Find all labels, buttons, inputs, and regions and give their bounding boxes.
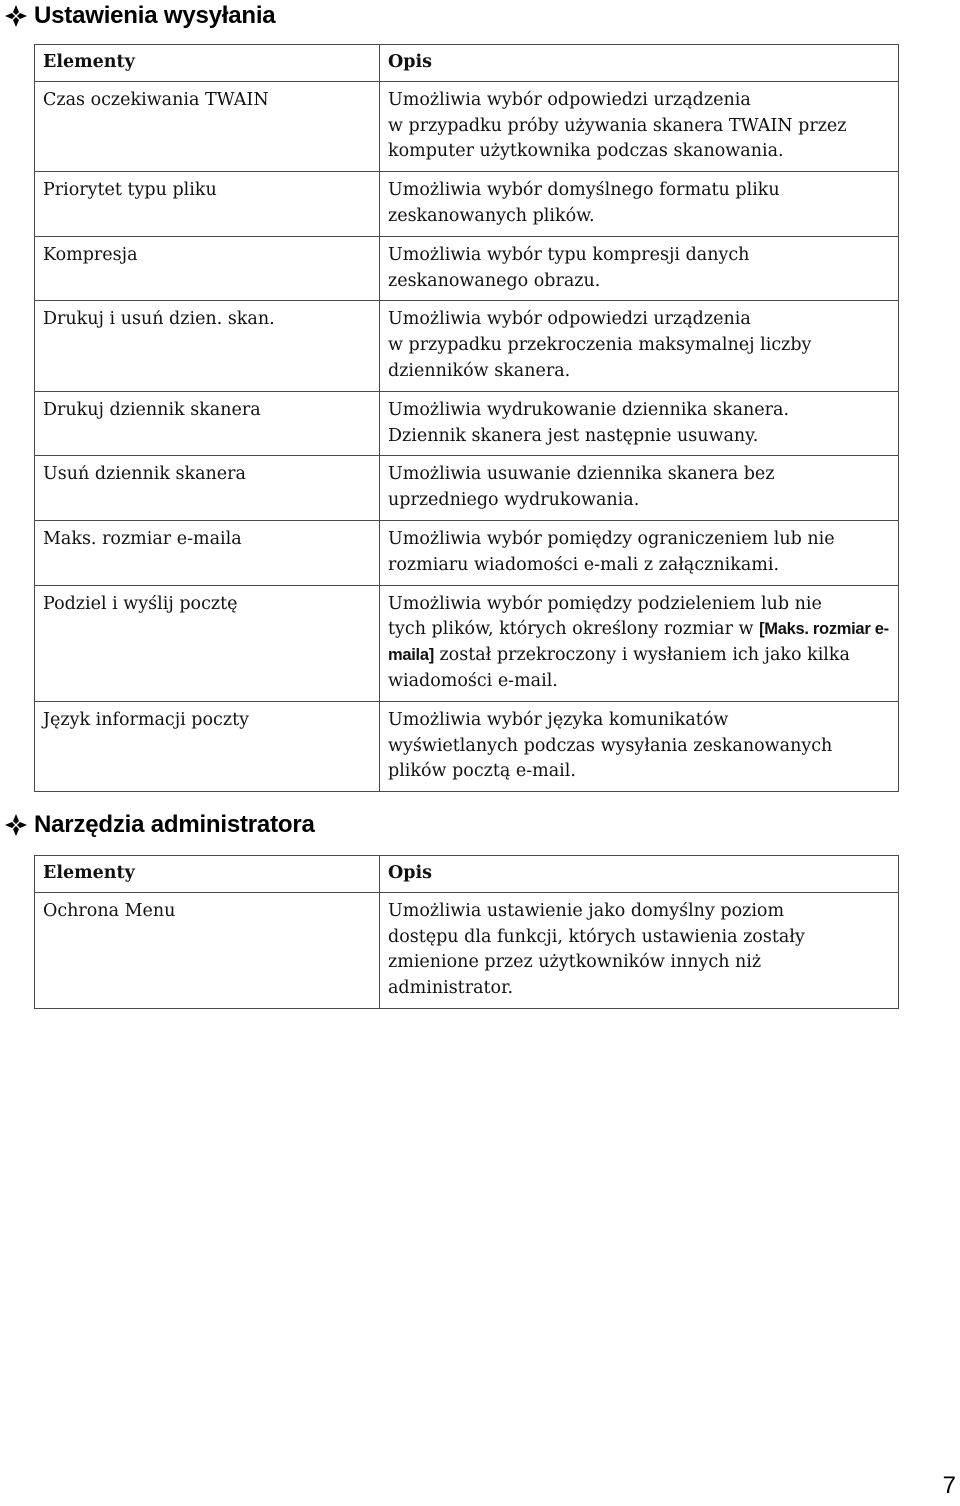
item-name: Usuń dziennik skanera [35,456,380,521]
section-heading-admin-tools [4,809,315,841]
table-row [35,236,899,301]
admin-tools-table [34,855,899,1009]
item-name: Drukuj i usuń dzien. skan. [35,301,380,391]
column-header-items: Elementy [35,45,380,82]
item-description: Umożliwia wybór odpowiedzi urządzenia w przypadku próby używania skanera TWAIN przez komputer użytkownika podczas skanowania. [380,81,899,171]
table-row [35,172,899,237]
item-description: Umożliwia wybór domyślnego formatu pliku zeskanowanych plików. [380,172,899,237]
item-description: Umożliwia wybór typu kompresji danych zeskanowanego obrazu. [380,236,899,301]
item-description: Umożliwia usuwanie dziennika skanera bez uprzedniego wydrukowania. [380,456,899,521]
column-header-description: Opis [380,45,899,82]
item-name: Kompresja [35,236,380,301]
send-settings-table [34,44,899,792]
item-name: Maks. rozmiar e-maila [35,520,380,585]
item-name: Drukuj dziennik skanera [35,391,380,456]
ui-reference: [Maks. rozmiar e-maila] [388,620,889,665]
column-header-items: Elementy [35,856,380,893]
diamond-bullet-icon [4,4,28,28]
item-description: Umożliwia wybór odpowiedzi urządzenia w przypadku przekroczenia maksymalnej liczby dzienników skanera. [380,301,899,391]
diamond-bullet-icon [4,813,28,837]
item-name: Podziel i wyślij pocztę [35,585,380,701]
table-row [35,391,899,456]
item-name: Ochrona Menu [35,892,380,1008]
section-heading-text: Narzędzia administratora [34,811,315,838]
page-number: 7 [942,1472,956,1499]
table-header-row [35,856,899,893]
column-header-description: Opis [380,856,899,893]
table-row [35,81,899,171]
item-name: Czas oczekiwania TWAIN [35,81,380,171]
table-row [35,520,899,585]
item-name: Język informacji poczty [35,701,380,791]
item-description: Umożliwia wybór języka komunikatów wyświetlanych podczas wysyłania zeskanowanych plików pocztą e-mail. [380,701,899,791]
section-heading-send-settings [4,0,275,32]
table-row [35,701,899,791]
table-row [35,585,899,701]
table-row [35,456,899,521]
item-name: Priorytet typu pliku [35,172,380,237]
table-row [35,301,899,391]
section-heading-text: Ustawienia wysyłania [34,2,276,29]
table-row [35,892,899,1008]
item-description: Umożliwia wybór pomiędzy ograniczeniem lub nie rozmiaru wiadomości e-mali z załącznikami. [380,520,899,585]
item-description: Umożliwia wydrukowanie dziennika skanera. Dziennik skanera jest następnie usuwany. [380,391,899,456]
table-header-row [35,45,899,82]
item-description: Umożliwia wybór pomiędzy podzieleniem lub nie tych plików, których określony rozmiar w [Maks. rozmiar e-maila] został przekroczony i wysłaniem ich jako kilka wiadomości e-mail. [380,585,899,701]
item-description: Umożliwia ustawienie jako domyślny poziom dostępu dla funkcji, których ustawienia zostały zmienione przez użytkowników innych niż administrator. [380,892,899,1008]
